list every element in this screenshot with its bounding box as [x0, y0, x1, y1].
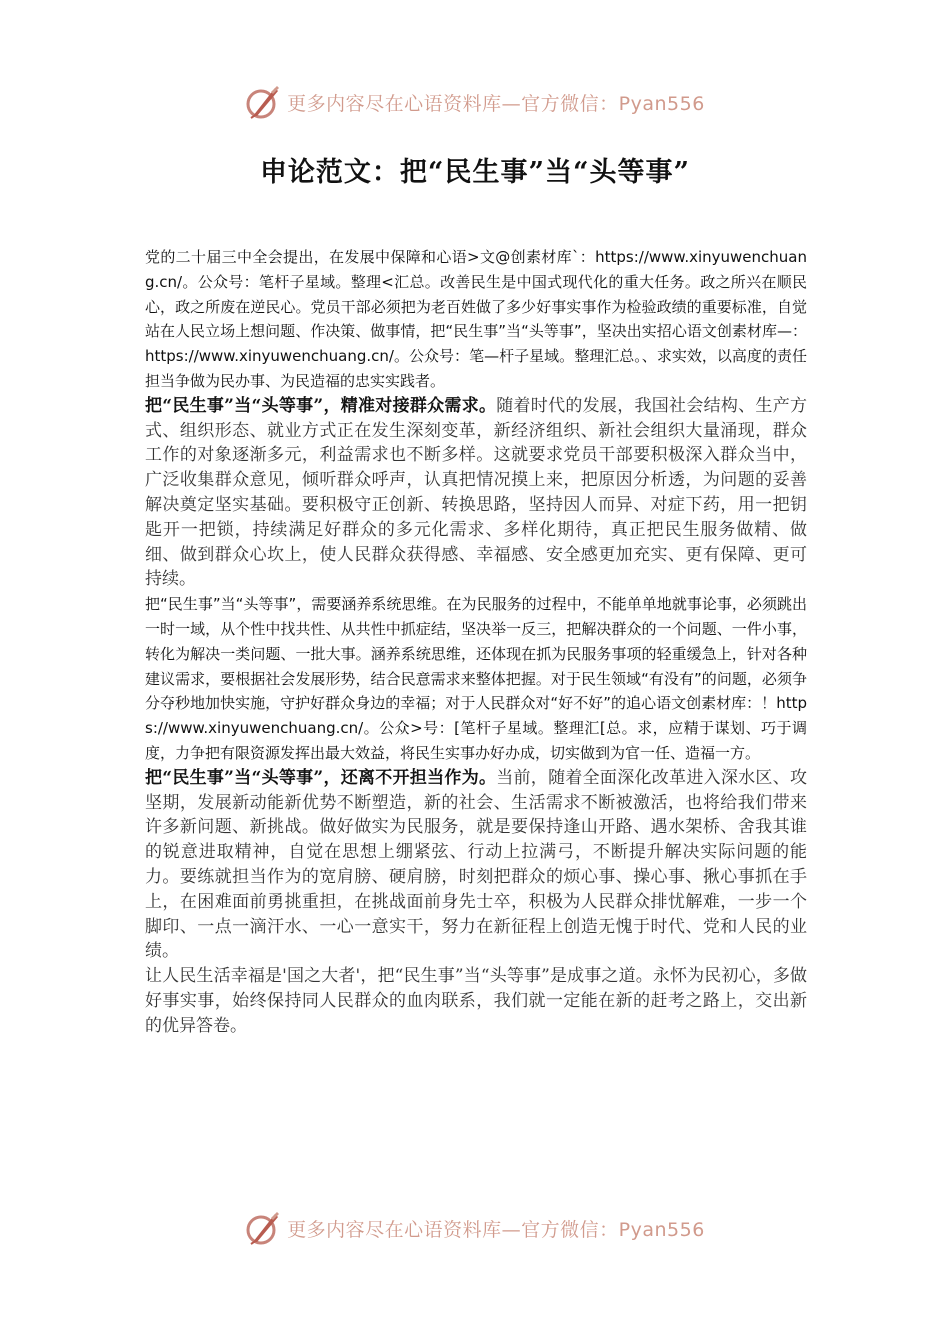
banner-text: 更多内容尽在心语资料库—官方微信：Pyan556	[287, 1218, 705, 1241]
header-banner	[0, 82, 950, 122]
paragraph-5	[145, 964, 807, 1038]
quill-pen-logo-icon	[245, 1208, 281, 1248]
paragraph-2	[145, 394, 807, 592]
paragraph-lead: 把“民生事”当“头等事”，还离不开担当作为。	[145, 767, 497, 788]
banner-text: 更多内容尽在心语资料库—官方微信：Pyan556	[287, 92, 705, 115]
paragraph-text: 随着时代的发展，我国社会结构、生产方式、组织形态、就业方式正在发生深刻变革，新经济组织、新社会组织大量涌现，群众工作的对象逐渐多元，利益需求也不断多样。这就要求党员干部要积极深入群众当中，广泛收集群众意见，倾听群众呼声，认真把情况摸上来，把原因分析透，为问题的妥善解决奠定坚实基础。要积极守正创新、转换思路，坚持因人而异、对症下药，用一把钥匙开一把锁，持续满足好群众的多元化需求、多样化期待，真正把民生服务做精、做细、做到群众心坎上，使人民群众获得感、幸福感、安全感更加充实、更有保障、更可持续。	[145, 395, 807, 590]
quill-pen-logo-icon	[245, 82, 281, 122]
paragraph-text: 党的二十届三中全会提出，在发展中保障和心语>文@创素材库`：https://www.xinyuwenchuang.cn/。公众号：笔杆子星域。整理<汇总。改善民生是中国式现代化的重大任务。政之所兴在顺民心，政之所废在逆民心。党员干部必须把为老百姓做了多少好事实事作为检验政绩的重要标准，自觉站在人民立场上想问题、作决策、做事情，把“民生事”当“头等事”，坚决出实招心语文创素材库—：https://www.xinyuwenchuang.cn/。公众号：笔—杆子星域。整理汇总。、求实效，以高度的责任担当争做为民办事、为民造福的忠实实践者。	[145, 248, 807, 390]
wechat-id: Pyan556	[618, 92, 705, 115]
wechat-id: Pyan556	[618, 1218, 705, 1241]
footer-banner	[0, 1208, 950, 1248]
paragraph-1	[145, 245, 807, 394]
paragraph-4	[145, 766, 807, 964]
paragraph-text: 把“民生事”当“头等事”，需要涵养系统思维。在为民服务的过程中，不能单单地就事论事，必须跳出一时一域，从个性中找共性、从共性中抓症结，坚决举一反三，把解决群众的一个问题、一件小事，转化为解决一类问题、一批大事。涵养系统思维，还体现在抓为民服务事项的轻重缓急上，针对各种建议需求，要根据社会发展形势，结合民意需求来整体把握。对于民生领域“有没有”的问题，必须争分夺秒地加快实施，守护好群众身边的幸福；对于人民群众对“好不好”的追心语文创素材库：！https://www.xinyuwenchuang.cn/。公众>号：[笔杆子星域。整理汇[总。求，应精于谋划、巧于调度，力争把有限资源发挥出最大效益，将民生实事办好办成，切实做到为官一任、造福一方。	[145, 595, 807, 762]
paragraph-text: 让人民生活幸福是'国之大者'，把“民生事”当“头等事”是成事之道。永怀为民初心，多做好事实事，始终保持同人民群众的血肉联系，我们就一定能在新的赶考之路上，交出新的优异答卷。	[145, 966, 807, 1036]
paragraph-text: 当前，随着全面深化改革进入深水区、攻坚期，发展新动能新优势不断塑造，新的社会、生活需求不断被激活，也将给我们带来许多新问题、新挑战。做好做实为民服务，就是要保持逢山开路、遇水架桥、舍我其谁的锐意进取精神，自觉在思想上绷紧弦、行动上拉满弓，不断提升解决实际问题的能力。要练就担当作为的宽肩膀、硬肩膀，时刻把群众的烦心事、操心事、揪心事抓在手上，在困难面前勇挑重担，在挑战面前身先士卒，积极为人民群众排忧解难，一步一个脚印、一点一滴汗水、一心一意实干，努力在新征程上创造无愧于时代、党和人民的业绩。	[145, 767, 807, 962]
paragraph-lead: 把“民生事”当“头等事”，精准对接群众需求。	[145, 395, 497, 416]
article-body	[145, 245, 807, 1039]
paragraph-3	[145, 592, 807, 766]
page-title: 申论范文：把“民生事”当“头等事”	[259, 157, 691, 188]
